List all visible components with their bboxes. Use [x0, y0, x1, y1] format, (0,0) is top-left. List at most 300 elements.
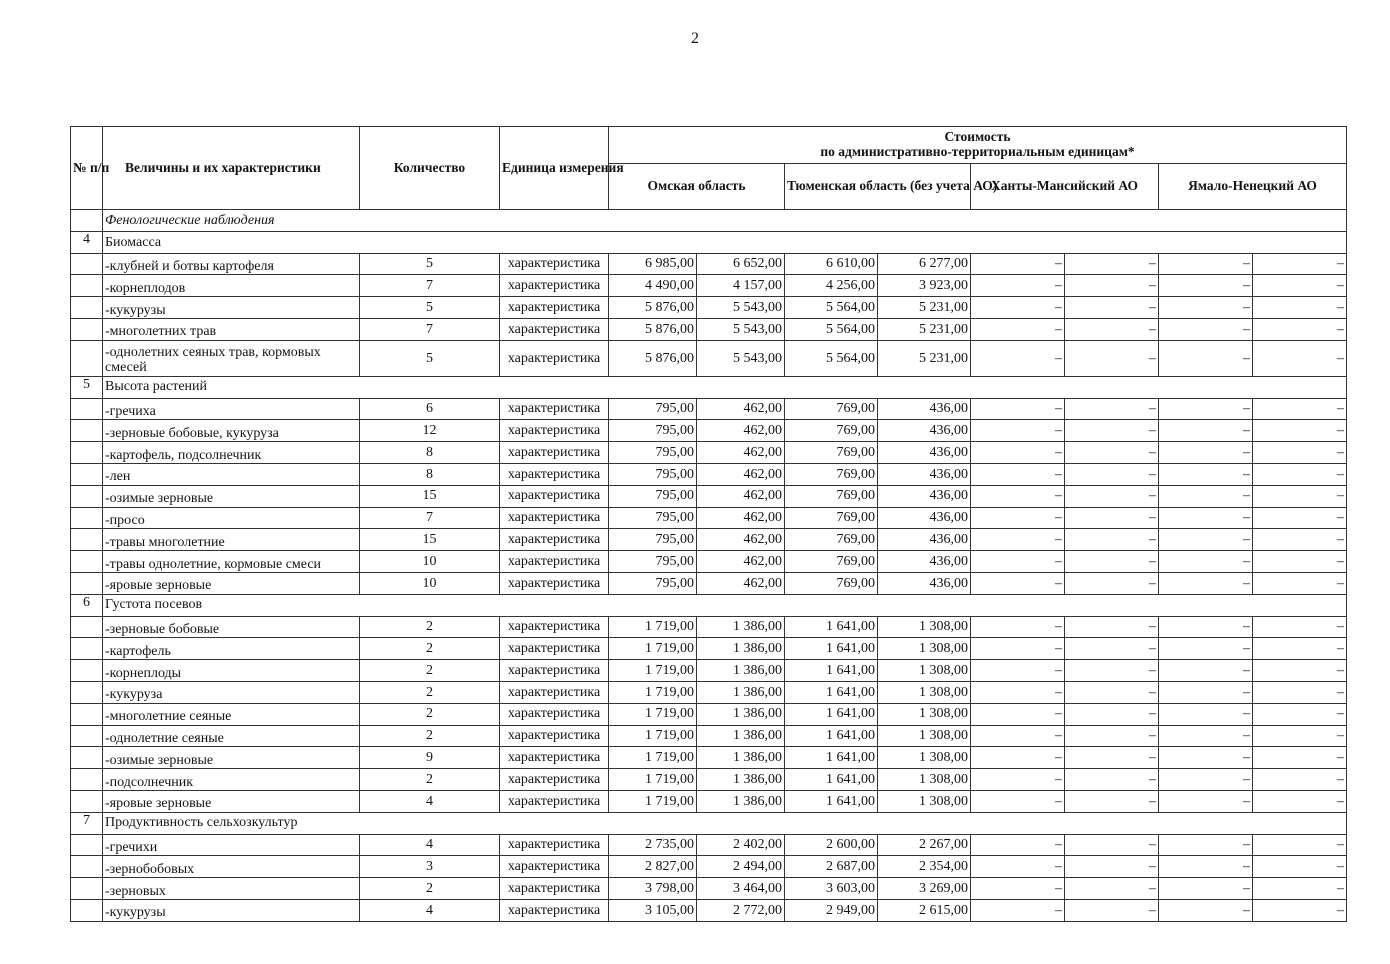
cost-cell: 1 386,00: [697, 769, 785, 791]
group-row: [71, 594, 1347, 616]
cost-cell: 795,00: [609, 398, 697, 420]
cost-empty-cell: –: [1065, 420, 1159, 442]
cost-cell: 795,00: [609, 507, 697, 529]
cost-empty-cell: –: [1065, 485, 1159, 507]
cost-empty-cell: –: [1253, 769, 1347, 791]
cost-cell: 2 687,00: [785, 856, 878, 878]
cost-empty-cell: –: [1253, 485, 1347, 507]
table-row: [71, 769, 1347, 791]
cost-empty-cell: –: [1065, 253, 1159, 275]
header-cost: [609, 127, 1347, 164]
row-unit: характеристика: [500, 275, 609, 297]
row-unit: характеристика: [500, 507, 609, 529]
cost-cell: 1 386,00: [697, 616, 785, 638]
cost-empty-cell: –: [1159, 551, 1253, 573]
cost-cell: 5 231,00: [878, 340, 971, 376]
cost-cell: 1 719,00: [609, 638, 697, 660]
table-body: [71, 210, 1347, 922]
cost-cell: 1 641,00: [785, 703, 878, 725]
row-num-cell: [71, 529, 103, 551]
cost-cell: 1 719,00: [609, 681, 697, 703]
row-unit: характеристика: [500, 703, 609, 725]
row-quantity: 7: [360, 275, 500, 297]
cost-empty-cell: –: [1065, 747, 1159, 769]
row-name: -многолетних трав: [103, 318, 360, 340]
group-number: 6: [71, 594, 103, 616]
cost-empty-cell: –: [1253, 681, 1347, 703]
cost-empty-cell: –: [1159, 725, 1253, 747]
header-region-omsk: Омская область: [609, 164, 785, 210]
row-num-cell: [71, 703, 103, 725]
cost-empty-cell: –: [1065, 681, 1159, 703]
row-quantity: 8: [360, 463, 500, 485]
cost-cell: 462,00: [697, 398, 785, 420]
cost-empty-cell: –: [971, 340, 1065, 376]
cost-cell: 1 641,00: [785, 660, 878, 682]
row-name: -картофель, подсолнечник: [103, 442, 360, 464]
cost-cell: 462,00: [697, 463, 785, 485]
row-unit: характеристика: [500, 318, 609, 340]
table-row: [71, 318, 1347, 340]
cost-cell: 1 719,00: [609, 616, 697, 638]
row-unit: характеристика: [500, 398, 609, 420]
cost-empty-cell: –: [1159, 485, 1253, 507]
cost-cell: 1 386,00: [697, 638, 785, 660]
cost-cell: 1 719,00: [609, 790, 697, 812]
cost-empty-cell: –: [1159, 681, 1253, 703]
row-quantity: 2: [360, 616, 500, 638]
row-num-cell: [71, 747, 103, 769]
cost-empty-cell: –: [1253, 442, 1347, 464]
cost-empty-cell: –: [1253, 616, 1347, 638]
row-unit: характеристика: [500, 442, 609, 464]
row-num-cell: [71, 420, 103, 442]
row-unit: характеристика: [500, 420, 609, 442]
section-num-cell: [71, 210, 103, 232]
table-row: [71, 297, 1347, 319]
cost-empty-cell: –: [1159, 318, 1253, 340]
cost-empty-cell: –: [1253, 790, 1347, 812]
cost-empty-cell: –: [971, 529, 1065, 551]
row-quantity: 2: [360, 703, 500, 725]
row-unit: характеристика: [500, 878, 609, 900]
cost-empty-cell: –: [1159, 529, 1253, 551]
table-row: [71, 420, 1347, 442]
cost-empty-cell: –: [971, 725, 1065, 747]
table-row: [71, 681, 1347, 703]
cost-cell: 2 267,00: [878, 834, 971, 856]
cost-empty-cell: –: [1253, 529, 1347, 551]
table-row: [71, 616, 1347, 638]
group-number: 5: [71, 376, 103, 398]
cost-cell: 5 231,00: [878, 318, 971, 340]
cost-empty-cell: –: [1253, 275, 1347, 297]
header-qty: Количество: [360, 127, 500, 210]
row-num-cell: [71, 638, 103, 660]
cost-cell: 6 652,00: [697, 253, 785, 275]
cost-cell: 3 464,00: [697, 878, 785, 900]
row-unit: характеристика: [500, 834, 609, 856]
cost-empty-cell: –: [971, 551, 1065, 573]
cost-empty-cell: –: [1159, 297, 1253, 319]
cost-cell: 769,00: [785, 507, 878, 529]
row-name: -травы многолетние: [103, 529, 360, 551]
cost-cell: 5 564,00: [785, 318, 878, 340]
cost-empty-cell: –: [971, 297, 1065, 319]
row-num-cell: [71, 463, 103, 485]
row-unit: характеристика: [500, 616, 609, 638]
table-row: [71, 878, 1347, 900]
cost-empty-cell: –: [1065, 507, 1159, 529]
cost-empty-cell: –: [1253, 899, 1347, 921]
cost-empty-cell: –: [971, 572, 1065, 594]
cost-empty-cell: –: [1065, 572, 1159, 594]
row-name: -озимые зерновые: [103, 747, 360, 769]
group-title: Продуктивность сельхозкультур: [103, 812, 1347, 834]
cost-empty-cell: –: [971, 398, 1065, 420]
row-unit: характеристика: [500, 297, 609, 319]
cost-cell: 5 543,00: [697, 297, 785, 319]
row-num-cell: [71, 507, 103, 529]
cost-empty-cell: –: [1253, 747, 1347, 769]
cost-cell: 2 402,00: [697, 834, 785, 856]
cost-cell: 462,00: [697, 551, 785, 573]
row-num-cell: [71, 340, 103, 376]
cost-empty-cell: –: [1065, 297, 1159, 319]
cost-empty-cell: –: [1253, 660, 1347, 682]
cost-empty-cell: –: [1159, 660, 1253, 682]
row-quantity: 2: [360, 660, 500, 682]
group-title: Биомасса: [103, 231, 1347, 253]
cost-empty-cell: –: [1065, 398, 1159, 420]
cost-cell: 2 494,00: [697, 856, 785, 878]
row-quantity: 10: [360, 572, 500, 594]
table-row: [71, 551, 1347, 573]
cost-empty-cell: –: [1253, 703, 1347, 725]
cost-empty-cell: –: [1159, 638, 1253, 660]
cost-empty-cell: –: [1159, 899, 1253, 921]
row-unit: характеристика: [500, 572, 609, 594]
cost-empty-cell: –: [971, 318, 1065, 340]
cost-empty-cell: –: [1159, 703, 1253, 725]
row-quantity: 9: [360, 747, 500, 769]
row-unit: характеристика: [500, 529, 609, 551]
cost-cell: 769,00: [785, 551, 878, 573]
table-row: [71, 529, 1347, 551]
cost-cell: 769,00: [785, 420, 878, 442]
group-title: Густота посевов: [103, 594, 1347, 616]
cost-empty-cell: –: [1065, 834, 1159, 856]
cost-cell: 2 949,00: [785, 899, 878, 921]
row-num-cell: [71, 297, 103, 319]
cost-cell: 2 615,00: [878, 899, 971, 921]
section-title: Фенологические наблюдения: [103, 210, 1347, 232]
row-quantity: 5: [360, 340, 500, 376]
row-unit: характеристика: [500, 899, 609, 921]
row-num-cell: [71, 551, 103, 573]
cost-cell: 1 308,00: [878, 790, 971, 812]
cost-empty-cell: –: [1253, 638, 1347, 660]
cost-cell: 5 564,00: [785, 297, 878, 319]
row-num-cell: [71, 572, 103, 594]
cost-empty-cell: –: [971, 442, 1065, 464]
cost-empty-cell: –: [1159, 463, 1253, 485]
row-num-cell: [71, 899, 103, 921]
row-name: -кукурузы: [103, 297, 360, 319]
row-num-cell: [71, 834, 103, 856]
row-unit: характеристика: [500, 769, 609, 791]
row-name: -гречиха: [103, 398, 360, 420]
cost-cell: 795,00: [609, 529, 697, 551]
cost-cell: 1 641,00: [785, 725, 878, 747]
row-num-cell: [71, 725, 103, 747]
group-row: [71, 812, 1347, 834]
cost-empty-cell: –: [1159, 442, 1253, 464]
cost-empty-cell: –: [971, 769, 1065, 791]
cost-empty-cell: –: [971, 485, 1065, 507]
row-num-cell: [71, 660, 103, 682]
header-cost-line2: по административно-территориальным единицам*: [820, 144, 1135, 159]
group-row: [71, 231, 1347, 253]
row-num-cell: [71, 275, 103, 297]
cost-cell: 1 308,00: [878, 703, 971, 725]
cost-cell: 1 719,00: [609, 725, 697, 747]
row-quantity: 4: [360, 790, 500, 812]
row-name: -гречихи: [103, 834, 360, 856]
table-row: [71, 638, 1347, 660]
cost-cell: 1 641,00: [785, 769, 878, 791]
row-num-cell: [71, 442, 103, 464]
row-unit: характеристика: [500, 463, 609, 485]
table-row: [71, 899, 1347, 921]
cost-empty-cell: –: [1065, 638, 1159, 660]
row-name: -озимые зерновые: [103, 485, 360, 507]
row-name: -однолетних сеяных трав, кормовых смесей: [103, 340, 360, 376]
cost-empty-cell: –: [971, 463, 1065, 485]
cost-cell: 4 490,00: [609, 275, 697, 297]
row-num-cell: [71, 790, 103, 812]
row-quantity: 10: [360, 551, 500, 573]
cost-empty-cell: –: [1253, 834, 1347, 856]
cost-cell: 1 308,00: [878, 660, 971, 682]
cost-cell: 2 600,00: [785, 834, 878, 856]
row-unit: характеристика: [500, 485, 609, 507]
cost-cell: 1 641,00: [785, 638, 878, 660]
cost-cell: 795,00: [609, 420, 697, 442]
cost-empty-cell: –: [1065, 616, 1159, 638]
row-name: -зерновых: [103, 878, 360, 900]
cost-empty-cell: –: [1253, 253, 1347, 275]
cost-empty-cell: –: [1159, 253, 1253, 275]
cost-cell: 1 641,00: [785, 616, 878, 638]
cost-empty-cell: –: [1065, 275, 1159, 297]
row-unit: характеристика: [500, 790, 609, 812]
cost-empty-cell: –: [971, 834, 1065, 856]
cost-empty-cell: –: [971, 703, 1065, 725]
cost-empty-cell: –: [1253, 878, 1347, 900]
cost-cell: 795,00: [609, 463, 697, 485]
cost-empty-cell: –: [1065, 442, 1159, 464]
cost-empty-cell: –: [1253, 318, 1347, 340]
cost-empty-cell: –: [1159, 616, 1253, 638]
cost-empty-cell: –: [1065, 318, 1159, 340]
group-title: Высота растений: [103, 376, 1347, 398]
cost-cell: 2 827,00: [609, 856, 697, 878]
table-row: [71, 485, 1347, 507]
row-num-cell: [71, 769, 103, 791]
cost-empty-cell: –: [971, 275, 1065, 297]
table-row: [71, 703, 1347, 725]
row-num-cell: [71, 398, 103, 420]
table-row: [71, 340, 1347, 376]
cost-cell: 1 308,00: [878, 638, 971, 660]
row-name: -однолетние сеяные: [103, 725, 360, 747]
cost-empty-cell: –: [971, 856, 1065, 878]
row-quantity: 3: [360, 856, 500, 878]
cost-cell: 1 308,00: [878, 747, 971, 769]
row-quantity: 2: [360, 725, 500, 747]
row-quantity: 5: [360, 253, 500, 275]
table-header: [71, 127, 1347, 210]
row-num-cell: [71, 485, 103, 507]
cost-empty-cell: –: [1253, 340, 1347, 376]
header-num: № п/п: [71, 127, 103, 210]
cost-empty-cell: –: [971, 616, 1065, 638]
row-unit: характеристика: [500, 660, 609, 682]
group-number: 7: [71, 812, 103, 834]
cost-empty-cell: –: [1253, 725, 1347, 747]
row-quantity: 15: [360, 485, 500, 507]
cost-cell: 5 564,00: [785, 340, 878, 376]
cost-cell: 462,00: [697, 507, 785, 529]
cost-empty-cell: –: [1159, 275, 1253, 297]
cost-cell: 436,00: [878, 551, 971, 573]
cost-cell: 3 798,00: [609, 878, 697, 900]
table-row: [71, 572, 1347, 594]
cost-cell: 4 157,00: [697, 275, 785, 297]
row-quantity: 4: [360, 899, 500, 921]
cost-empty-cell: –: [1159, 856, 1253, 878]
row-quantity: 6: [360, 398, 500, 420]
cost-empty-cell: –: [971, 507, 1065, 529]
cost-empty-cell: –: [1065, 790, 1159, 812]
cost-cell: 4 256,00: [785, 275, 878, 297]
table-row: [71, 660, 1347, 682]
row-unit: характеристика: [500, 253, 609, 275]
row-unit: характеристика: [500, 725, 609, 747]
row-name: -картофель: [103, 638, 360, 660]
cost-empty-cell: –: [1159, 507, 1253, 529]
cost-cell: 769,00: [785, 398, 878, 420]
cost-cell: 436,00: [878, 529, 971, 551]
cost-cell: 5 876,00: [609, 297, 697, 319]
cost-cell: 795,00: [609, 442, 697, 464]
row-quantity: 4: [360, 834, 500, 856]
row-quantity: 12: [360, 420, 500, 442]
row-name: -корнеплоды: [103, 660, 360, 682]
row-name: -зернобобовых: [103, 856, 360, 878]
cost-cell: 769,00: [785, 463, 878, 485]
cost-empty-cell: –: [1159, 769, 1253, 791]
cost-cell: 1 386,00: [697, 681, 785, 703]
cost-empty-cell: –: [971, 790, 1065, 812]
group-row: [71, 376, 1347, 398]
row-quantity: 8: [360, 442, 500, 464]
cost-empty-cell: –: [971, 638, 1065, 660]
cost-cell: 2 354,00: [878, 856, 971, 878]
cost-empty-cell: –: [1065, 725, 1159, 747]
cost-cell: 1 308,00: [878, 616, 971, 638]
row-unit: характеристика: [500, 340, 609, 376]
row-num-cell: [71, 878, 103, 900]
cost-cell: 1 386,00: [697, 747, 785, 769]
header-cost-line1: Стоимость: [944, 129, 1011, 145]
cost-cell: 436,00: [878, 463, 971, 485]
table-row: [71, 834, 1347, 856]
cost-cell: 1 308,00: [878, 769, 971, 791]
cost-cell: 462,00: [697, 485, 785, 507]
cost-empty-cell: –: [1159, 878, 1253, 900]
cost-cell: 1 641,00: [785, 681, 878, 703]
row-name: -кукуруза: [103, 681, 360, 703]
row-name: -клубней и ботвы картофеля: [103, 253, 360, 275]
row-quantity: 15: [360, 529, 500, 551]
price-table: [70, 126, 1347, 922]
cost-empty-cell: –: [1159, 834, 1253, 856]
row-quantity: 5: [360, 297, 500, 319]
cost-cell: 1 719,00: [609, 747, 697, 769]
cost-empty-cell: –: [1065, 769, 1159, 791]
cost-empty-cell: –: [971, 420, 1065, 442]
cost-cell: 769,00: [785, 529, 878, 551]
cost-cell: 5 543,00: [697, 318, 785, 340]
cost-empty-cell: –: [1159, 340, 1253, 376]
cost-cell: 795,00: [609, 485, 697, 507]
row-name: -лен: [103, 463, 360, 485]
row-unit: характеристика: [500, 856, 609, 878]
cost-cell: 795,00: [609, 551, 697, 573]
table-row: [71, 275, 1347, 297]
cost-empty-cell: –: [1159, 420, 1253, 442]
cost-empty-cell: –: [971, 660, 1065, 682]
cost-cell: 3 603,00: [785, 878, 878, 900]
cost-cell: 436,00: [878, 485, 971, 507]
cost-empty-cell: –: [1065, 856, 1159, 878]
cost-empty-cell: –: [1065, 899, 1159, 921]
row-quantity: 7: [360, 507, 500, 529]
cost-cell: 769,00: [785, 572, 878, 594]
header-name: Величины и их характеристики: [103, 127, 360, 210]
row-quantity: 2: [360, 638, 500, 660]
cost-cell: 3 105,00: [609, 899, 697, 921]
row-name: -корнеплодов: [103, 275, 360, 297]
table-row: [71, 507, 1347, 529]
table-row: [71, 856, 1347, 878]
cost-empty-cell: –: [971, 747, 1065, 769]
row-quantity: 2: [360, 769, 500, 791]
row-num-cell: [71, 856, 103, 878]
cost-cell: 436,00: [878, 442, 971, 464]
cost-cell: 1 386,00: [697, 660, 785, 682]
row-name: -просо: [103, 507, 360, 529]
row-name: -подсолнечник: [103, 769, 360, 791]
cost-cell: 462,00: [697, 442, 785, 464]
cost-empty-cell: –: [1065, 703, 1159, 725]
cost-cell: 1 641,00: [785, 790, 878, 812]
cost-empty-cell: –: [1253, 420, 1347, 442]
table-row: [71, 398, 1347, 420]
header-region-khmao: Ханты-Мансийский АО: [971, 164, 1159, 210]
